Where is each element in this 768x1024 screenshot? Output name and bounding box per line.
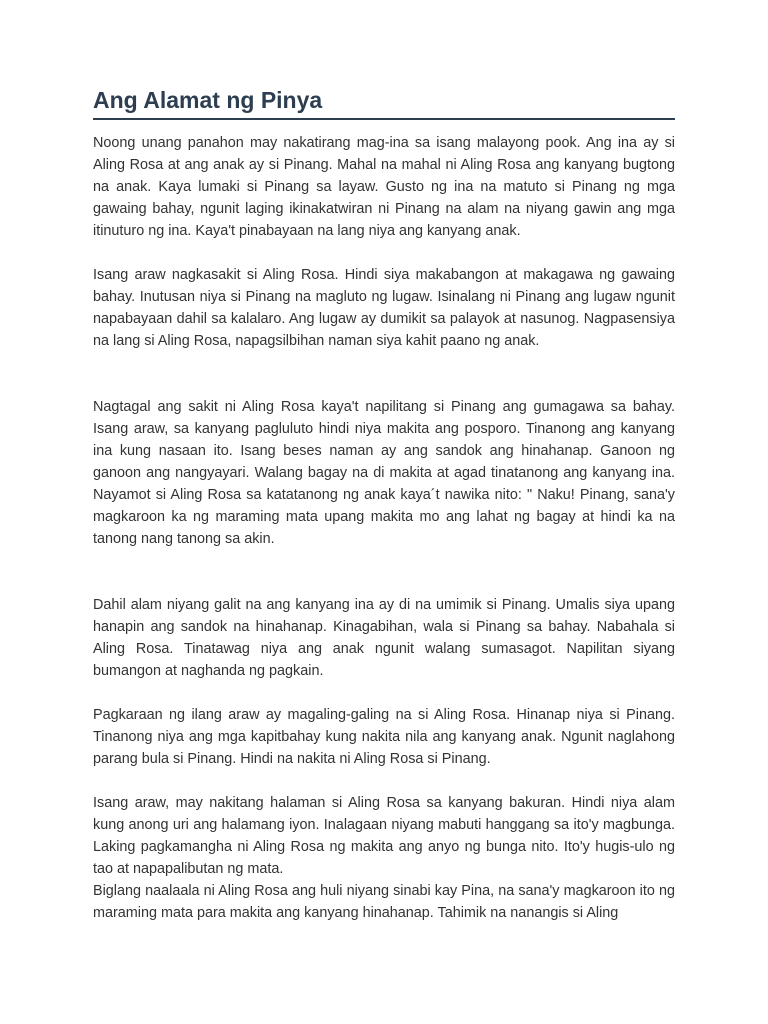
paragraph-3: Nagtagal ang sakit ni Aling Rosa kaya't napilitang si Pinang ang gumagawa sa bahay. Isang araw, sa kanyang pagluluto hindi niya makita ang posporo. Tinanong ang kanyang ina kung nasaan ito. Isang beses naman ay ang sandok ang hinahanap. Ganoon ng ganoon ang nangyayari. Walang bagay na di makita at agad tinatanong ang kanyang ina. Nayamot si Aling Rosa sa katatanong ng anak kaya´t nawika nito: " Naku! Pinang, sana'y magkaroon ka ng maraming mata upang makita mo ang lahat ng bagay at hindi ka na tanong nang tanong sa akin. bbox=[93, 399, 675, 547]
paragraph-1: Noong unang panahon may nakatirang mag-ina sa isang malayong pook. Ang ina ay si Aling Rosa at ang anak ay si Pinang. Mahal na mahal ni Aling Rosa ang kanyang bugtong na anak. Kaya lumaki si Pinang sa layaw. Gusto ng ina na matuto si Pinang ng mga gawaing bahay, ngunit laging ikinakatwiran ni Pinang na alam na niyang gawin ang mga itinuturo ng ina. Kaya't pinabayaan na lang niya ang kanyang anak. bbox=[93, 135, 675, 239]
document-title: Ang Alamat ng Pinya bbox=[93, 86, 675, 120]
paragraph-4: Dahil alam niyang galit na ang kanyang ina ay di na umimik si Pinang. Umalis siya upang hanapin ang sandok na hinahanap. Kinagabihan, wala si Pinang sa bahay. Nabahala si Aling Rosa. Tinatawag niya ang anak ngunit walang sumasagot. Napilitan siyang bumangon at naghanda ng pagkain. bbox=[93, 597, 675, 679]
paragraph-2: Isang araw nagkasakit si Aling Rosa. Hindi siya makabangon at makagawa ng gawaing bahay. Inutusan niya si Pinang na magluto ng lugaw. Isinalang ni Pinang ang lugaw ngunit napabayaan dahil sa kalalaro. Ang lugaw ay dumikit sa palayok at nasunog. Nagpasensiya na lang si Aling Rosa, napagsilbihan naman siya kahit paano ng anak. bbox=[93, 267, 675, 349]
paragraph-5: Pagkaraan ng ilang araw ay magaling-galing na si Aling Rosa. Hinanap niya si Pinang. Tinanong niya ang mga kapitbahay kung nakita nila ang kanyang anak. Ngunit naglahong parang bula si Pinang. Hindi na nakita ni Aling Rosa si Pinang. bbox=[93, 707, 675, 767]
document-page bbox=[93, 86, 675, 924]
paragraph-6: Isang araw, may nakitang halaman si Aling Rosa sa kanyang bakuran. Hindi niya alam kung anong uri ang halamang iyon. Inalagaan niyang mabuti hanggang sa ito'y magbunga. Laking pagkamangha ni Aling Rosa ng makita ang anyo ng bunga nito. Ito'y hugis-ulo ng tao at napapalibutan ng mata. bbox=[93, 795, 675, 877]
paragraph-7: Biglang naalaala ni Aling Rosa ang huli niyang sinabi kay Pina, na sana'y magkaroon ito ng maraming mata para makita ang kanyang hinahanap. Tahimik na nanangis si Aling bbox=[93, 883, 675, 921]
